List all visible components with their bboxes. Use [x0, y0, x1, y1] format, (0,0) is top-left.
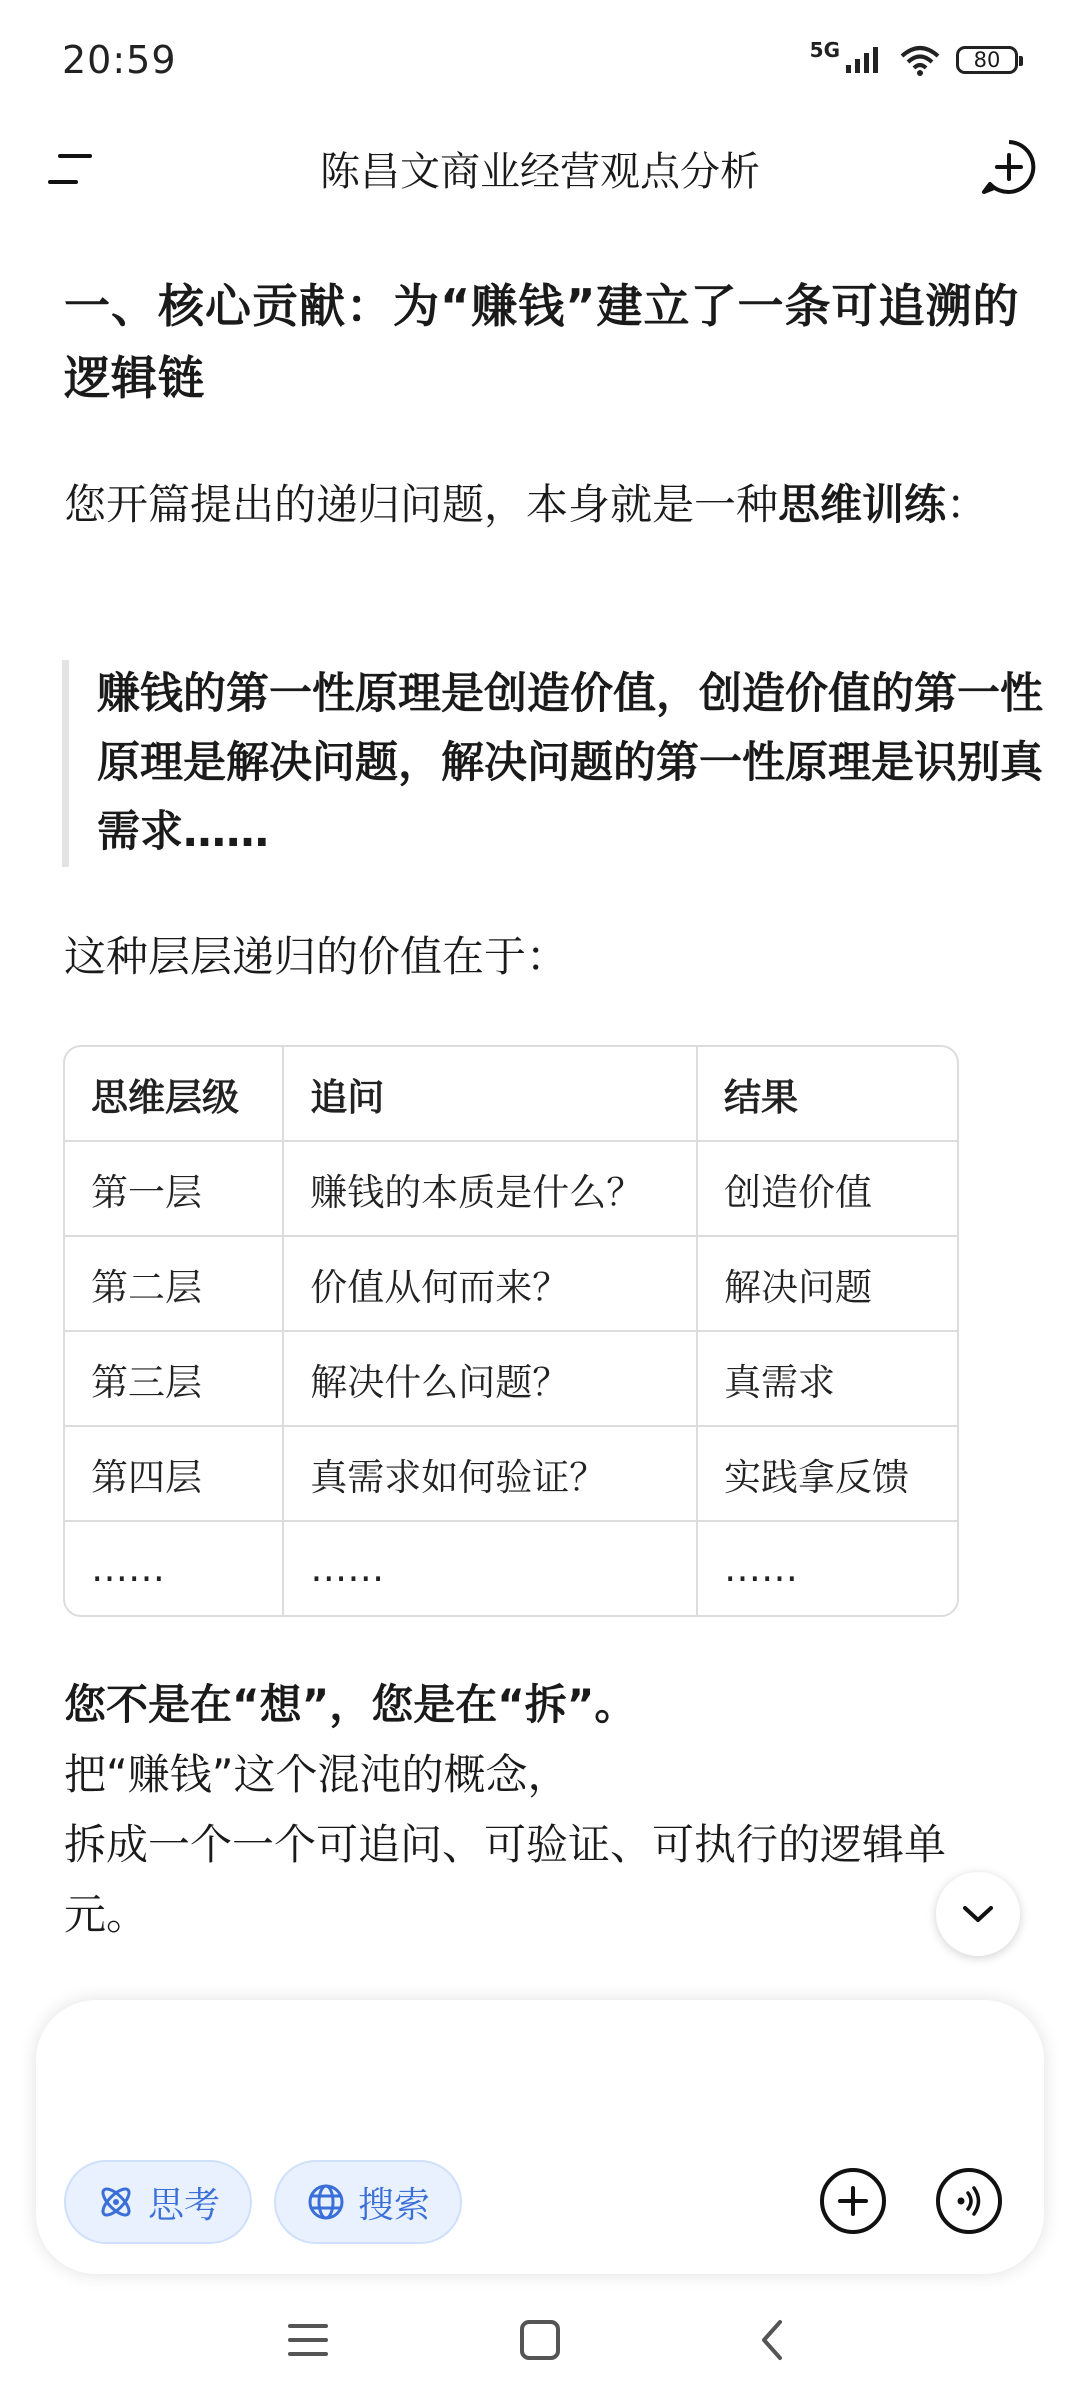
table-cell: 第三层: [65, 1332, 284, 1427]
table-cell: 第一层: [65, 1142, 284, 1237]
table-cell: ……: [724, 1547, 799, 1590]
table-cell: 创造价值: [698, 1142, 957, 1237]
recent-apps-icon[interactable]: [278, 2310, 338, 2370]
scroll-down-button[interactable]: [936, 1872, 1020, 1956]
back-icon[interactable]: [744, 2310, 804, 2370]
intro-text: 您开篇提出的递归问题，本身就是一种: [64, 480, 779, 529]
new-chat-icon[interactable]: [980, 138, 1038, 196]
table-cell: ……: [65, 1522, 284, 1615]
intro-paragraph: [64, 470, 1004, 540]
add-button[interactable]: [820, 2168, 886, 2234]
signal-icon: [844, 45, 884, 75]
network-label: 5G: [809, 38, 840, 62]
status-icons: [809, 38, 1018, 76]
table-cell: 第四层: [65, 1427, 284, 1522]
bold-statement: 您不是在“想”，您是在“拆”。: [64, 1680, 637, 1729]
table-cell: 价值从何而来？: [284, 1237, 698, 1332]
table-cell: 实践拿反馈: [698, 1427, 957, 1522]
think-toggle[interactable]: [64, 2160, 252, 2244]
page-title: 陈昌文商业经营观点分析: [320, 149, 760, 195]
status-time: 20:59: [62, 38, 177, 82]
voice-button[interactable]: [936, 2168, 1002, 2234]
table-cell: 真需求: [698, 1332, 957, 1427]
atom-icon: [96, 2182, 136, 2222]
search-toggle[interactable]: [274, 2160, 462, 2244]
table-row: [65, 1237, 957, 1332]
table-cell: ……: [284, 1522, 698, 1615]
blockquote: [62, 660, 1057, 867]
paragraph-line: 拆成一个一个可追问、可验证、可执行的逻辑单元。: [64, 1820, 947, 1939]
section-title: 一、核心贡献：为“赚钱”建立了一条可追溯的逻辑链: [64, 279, 1020, 405]
table-row: [65, 1427, 957, 1522]
table-row: [65, 1142, 957, 1237]
table-cell: 解决问题: [698, 1237, 957, 1332]
intro-bold: 思维训练: [778, 480, 947, 529]
quote-text: 赚钱的第一性原理是创造价值，创造价值的第一性原理是解决问题，解决问题的第一性原理是识别真需求……: [97, 669, 1043, 857]
chevron-down-icon: [961, 1904, 995, 1924]
table-header-row: [65, 1047, 957, 1142]
table-header-cell: 思维层级: [65, 1047, 284, 1142]
table-cell: 解决什么问题？: [284, 1332, 698, 1427]
voice-icon: [951, 2184, 987, 2218]
table-row: [65, 1522, 957, 1615]
globe-icon: [306, 2182, 346, 2222]
message-input[interactable]: [80, 2055, 600, 2115]
table-cell: 第二层: [65, 1237, 284, 1332]
table-header-cell: 追问: [284, 1047, 698, 1142]
paragraph-line: 把“赚钱”这个混沌的概念，: [64, 1750, 570, 1799]
search-label: 搜索: [358, 2184, 431, 2226]
home-icon[interactable]: [510, 2310, 570, 2370]
table-header-cell: 结果: [698, 1047, 957, 1142]
message-content: [64, 270, 1024, 414]
plus-icon: [836, 2184, 870, 2218]
table-row: [65, 1332, 957, 1427]
battery-icon: [956, 46, 1018, 74]
table-cell: 真需求如何验证？: [284, 1427, 698, 1522]
intro-end: ：: [946, 480, 989, 529]
think-label: 思考: [148, 2184, 221, 2226]
table-cell: 赚钱的本质是什么？: [284, 1142, 698, 1237]
battery-level: 80: [973, 48, 1001, 72]
lead-text: 这种层层递归的价值在于：: [64, 932, 569, 981]
recursion-table: [63, 1045, 959, 1617]
wifi-icon: [898, 44, 942, 76]
